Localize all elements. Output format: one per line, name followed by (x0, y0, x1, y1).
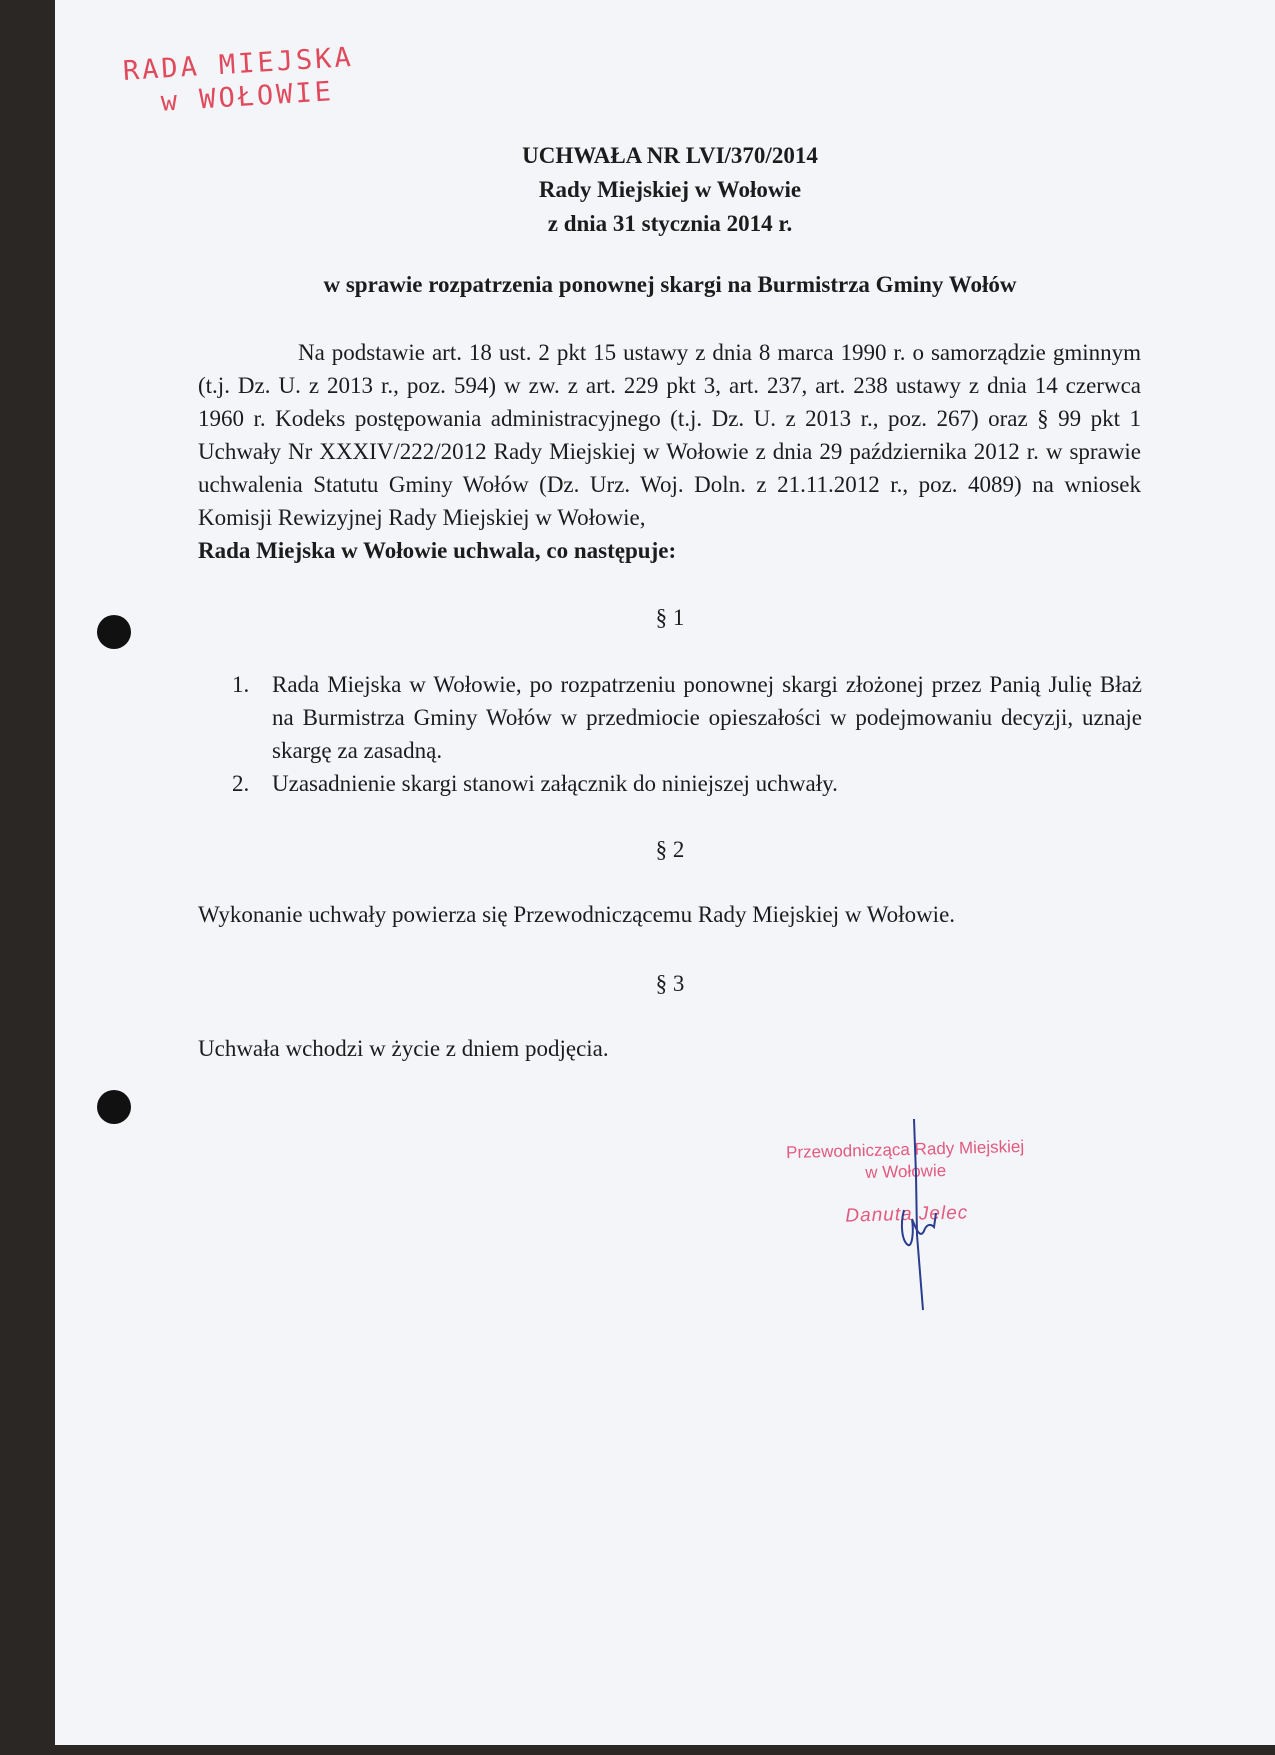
section-1-mark: § 1 (655, 605, 685, 630)
list-item (232, 668, 1142, 767)
section-1-list (232, 668, 1142, 800)
list-item-number: 1. (232, 672, 250, 697)
handwritten-signature (890, 1115, 950, 1315)
issuing-body: Rady Miejskiej w Wołowie (538, 177, 802, 202)
section-3-mark: § 3 (655, 971, 685, 996)
scan-border-left (0, 0, 55, 1755)
resolution-date: z dnia 31 stycznia 2014 r. (547, 211, 793, 236)
list-item (232, 767, 1142, 800)
list-item-number: 2. (232, 771, 250, 796)
stamp-line-2: w WOŁOWIE (159, 76, 335, 118)
section-3-text: Uchwała wchodzi w życie z dniem podjęcia. (198, 1036, 609, 1061)
legal-basis-preamble (198, 336, 1141, 567)
section-2-text: Wykonanie uchwały powierza się Przewodniczącemu Rady Miejskiej w Wołowie. (198, 902, 956, 927)
signatory-name: Danuta Jelec (845, 1202, 969, 1227)
resolution-title (0, 139, 1275, 241)
resolves-clause: Rada Miejska w Wołowie uchwala, co następuje: (198, 538, 677, 563)
signatory-place: w Wołowie (864, 1160, 947, 1183)
council-header-stamp (122, 42, 357, 120)
list-item-text: Rada Miejska w Wołowie, po rozpatrzeniu ponownej skargi złożonej przez Panią Julię Błaż na Burmistrza Gminy Wołów w przedmiocie opieszałości w podejmowaniu decyzji, uznaje skargę za zasadną. (272, 672, 1142, 763)
punch-hole-bottom (97, 1090, 131, 1124)
signatory-role: Przewodnicząca Rady Miejskiej (785, 1136, 1025, 1163)
resolution-subject: w sprawie rozpatrzenia ponownej skargi na Burmistrza Gminy Wołów (323, 272, 1017, 297)
list-item-text: Uzasadnienie skargi stanowi załącznik do niniejszej uchwały. (272, 771, 838, 796)
section-2-mark: § 2 (655, 837, 685, 862)
scan-border-bottom (0, 1745, 1275, 1755)
resolution-number: UCHWAŁA NR LVI/370/2014 (522, 143, 818, 168)
preamble-text: Na podstawie art. 18 ust. 2 pkt 15 ustawy z dnia 8 marca 1990 r. o samorządzie gminnym (t.j. Dz. U. z 2013 r., poz. 594) w zw. z art. 229 pkt 3, art. 237, art. 238 ustawy z dnia 14 czerwca 1960 r. Kodeks postępowania administracyjnego (t.j. Dz. U. z 2013 r., poz. 267) oraz § 99 pkt 1 Uchwały Nr XXXIV/222/2012 Rady Miejskiej w Wołowie z dnia 29 października 2012 r. w sprawie uchwalenia Statutu Gminy Wołów (Dz. Urz. Woj. Doln. z 21.11.2012 r., poz. 4089) na wniosek Komisji Rewizyjnej Rady Miejskiej w Wołowie, (198, 340, 1141, 530)
stamp-line-1: RADA MIEJSKA (122, 41, 355, 87)
